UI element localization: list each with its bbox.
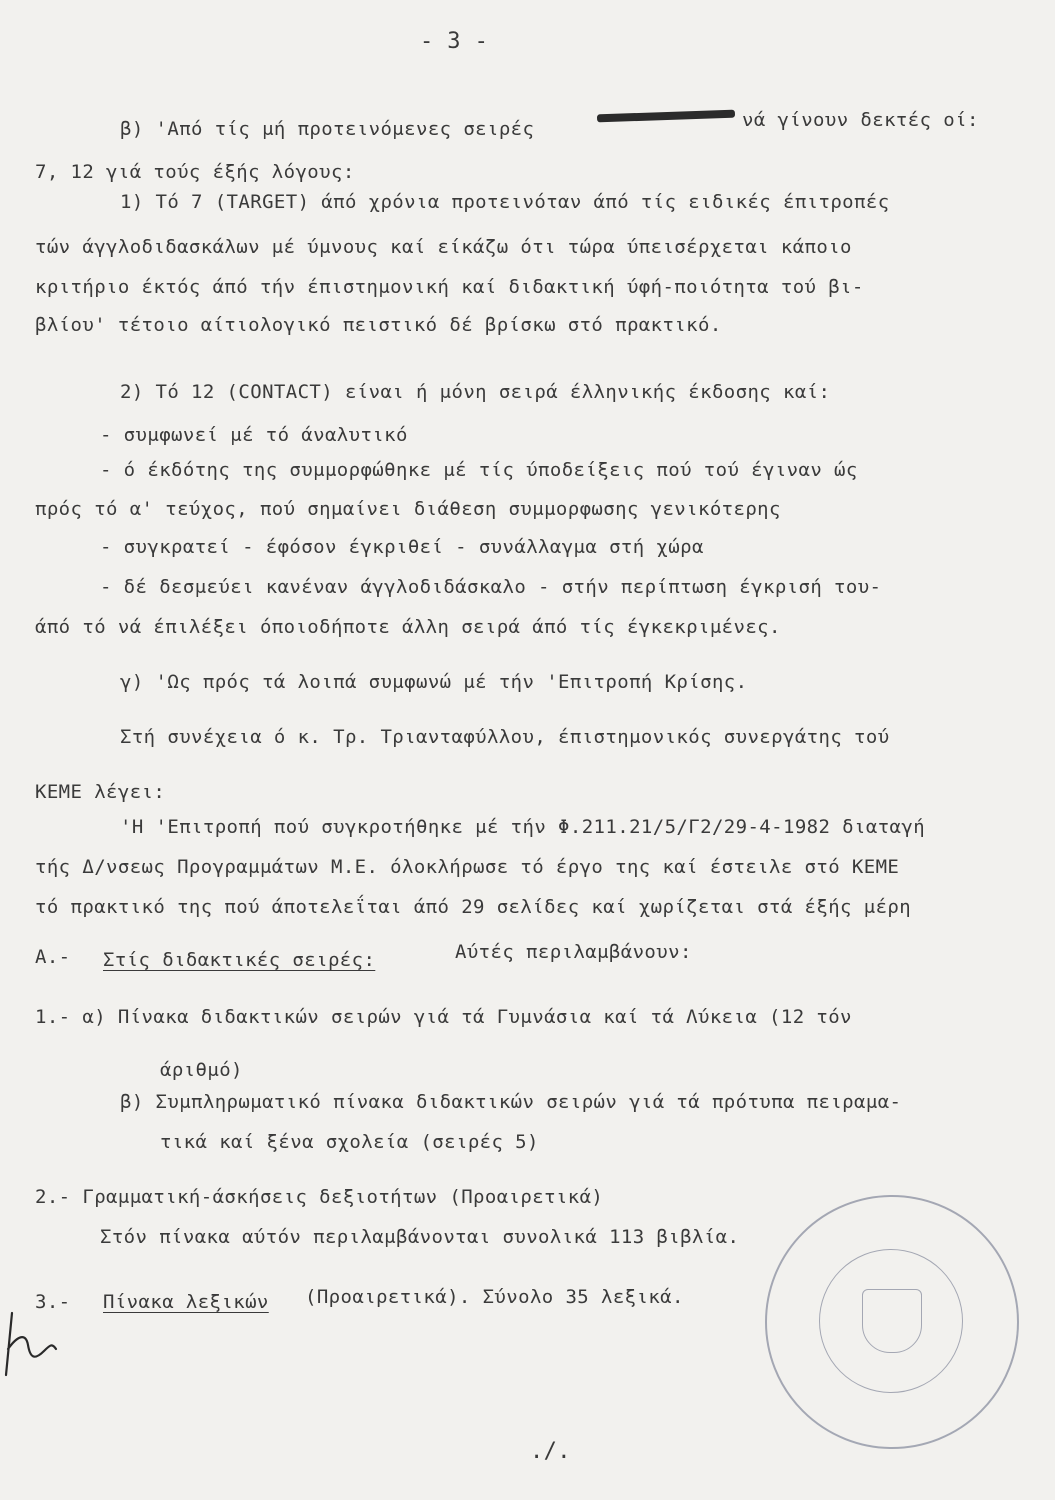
item-1-b: β) Συμπληρωματικό πίνακα διδακτικών σειρών γιά τά πρότυπα πειραμα- xyxy=(120,1091,902,1113)
seal-crest-icon xyxy=(862,1289,922,1353)
item-1-a: 1.- α) Πίνακα διδακτικών σειρών γιά τά Γυμνάσια καί τά Λύκεια (12 τόν xyxy=(35,1006,852,1028)
line-bullet-agrees: - συμφωνεί μέ τό άναλυτικό xyxy=(100,424,408,446)
line-keme-says: ΚΕΜΕ λέγει: xyxy=(35,781,166,803)
line-point-1-cont-a: τών άγγλοδιδασκάλων μέ ύμνους καί είκάζω ότι τώρα ύπεισέρχεται κάποιο xyxy=(35,236,852,258)
page-number: - 3 - xyxy=(420,29,489,54)
line-point-1: 1) Τό 7 (TARGET) άπό χρόνια προτεινόταν άπό τίς ειδικές έπιτροπές xyxy=(120,191,890,213)
line-bullet-publisher: - ό έκδότης της συμμορφώθηκε μέ τίς ύποδείξεις πού τού έγιναν ώς xyxy=(100,459,858,481)
section-a-label: Α.- xyxy=(35,946,71,968)
line-b-part2: νά γίνουν δεκτές οί: xyxy=(742,109,979,131)
section-a-includes: Αύτές περιλαμβάνουν: xyxy=(455,941,692,963)
item-1-b-cont: τικά καί ξένα σχολεία (σειρές 5) xyxy=(160,1131,539,1153)
line-committee-cont-b: τό πρακτικό της πού άποτελεΐται άπό 29 σελίδες καί χωρίζεται στά έξής μέρη xyxy=(35,896,912,918)
item-3-cont: (Προαιρετικά). Σύνολο 35 λεξικά. xyxy=(305,1286,684,1308)
line-point-1-cont-c: βλίου' τέτοιο αίτιολογικό πειστικό δέ βρίσκω στό πρακτικό. xyxy=(35,314,722,336)
item-2-cont: Στόν πίνακα αύτόν περιλαμβάνονται συνολικά 113 βιβλία. xyxy=(100,1226,740,1248)
official-seal xyxy=(765,1195,1019,1449)
line-bullet-publisher-cont: πρός τό α' τεύχος, πού σημαίνει διάθεση συμμορφωσης γενικότερης xyxy=(35,498,781,520)
line-bullet-no-binding: - δέ δεσμεύει κανέναν άγγλοδιδάσκαλο - στήν περίπτωση έγκρισή του- xyxy=(100,576,882,598)
line-continuation: Στή συνέχεια ό κ. Τρ. Τριανταφύλλου, έπιστημονικός συνεργάτης τού xyxy=(120,726,890,748)
line-point-c: γ) 'Ως πρός τά λοιπά συμφωνώ μέ τήν 'Επιτροπή Κρίσης. xyxy=(120,671,748,693)
line-reasons-intro: 7, 12 γιά τούς έξής λόγους: xyxy=(35,161,355,183)
line-bullet-no-binding-cont: άπό τό νά έπιλέξει όποιοδήποτε άλλη σειρά άπό τίς έγκεκριμένες. xyxy=(35,616,781,638)
struck-out-text xyxy=(597,110,735,123)
line-point-1-cont-b: κριτήριο έκτός άπό τήν έπιστημονική καί διδακτική ύφή-ποιότητα τού βι- xyxy=(35,276,864,298)
handwritten-signature xyxy=(0,1305,60,1385)
item-3-label: 3.- xyxy=(35,1291,71,1313)
item-2: 2.- Γραμματική-άσκήσεις δεξιοτήτων (Προαιρετικά) xyxy=(35,1186,604,1208)
item-1-a-cont: άριθμό) xyxy=(160,1059,243,1081)
item-3-title: Πίνακα λεξικών xyxy=(103,1291,269,1313)
line-committee-cont-a: τής Δ/νσεως Προγραμμάτων Μ.Ε. όλοκλήρωσε τό έργο της καί έστειλε στό ΚΕΜΕ xyxy=(35,856,900,878)
continuation-mark: ./. xyxy=(530,1439,571,1464)
line-committee: 'Η 'Επιτροπή πού συγκροτήθηκε μέ τήν Φ.211.21/5/Γ2/29-4-1982 διαταγή xyxy=(120,816,926,838)
line-b-part1: β) 'Από τίς μή προτεινόμενες σειρές xyxy=(120,118,535,140)
section-a-title: Στίς διδακτικές σειρές: xyxy=(103,949,376,971)
line-point-2: 2) Τό 12 (CONTACT) είναι ή μόνη σειρά έλληνικής έκδοσης καί: xyxy=(120,381,831,403)
line-bullet-currency: - συγκρατεί - έφόσον έγκριθεί - συνάλλαγμα στή χώρα xyxy=(100,536,704,558)
